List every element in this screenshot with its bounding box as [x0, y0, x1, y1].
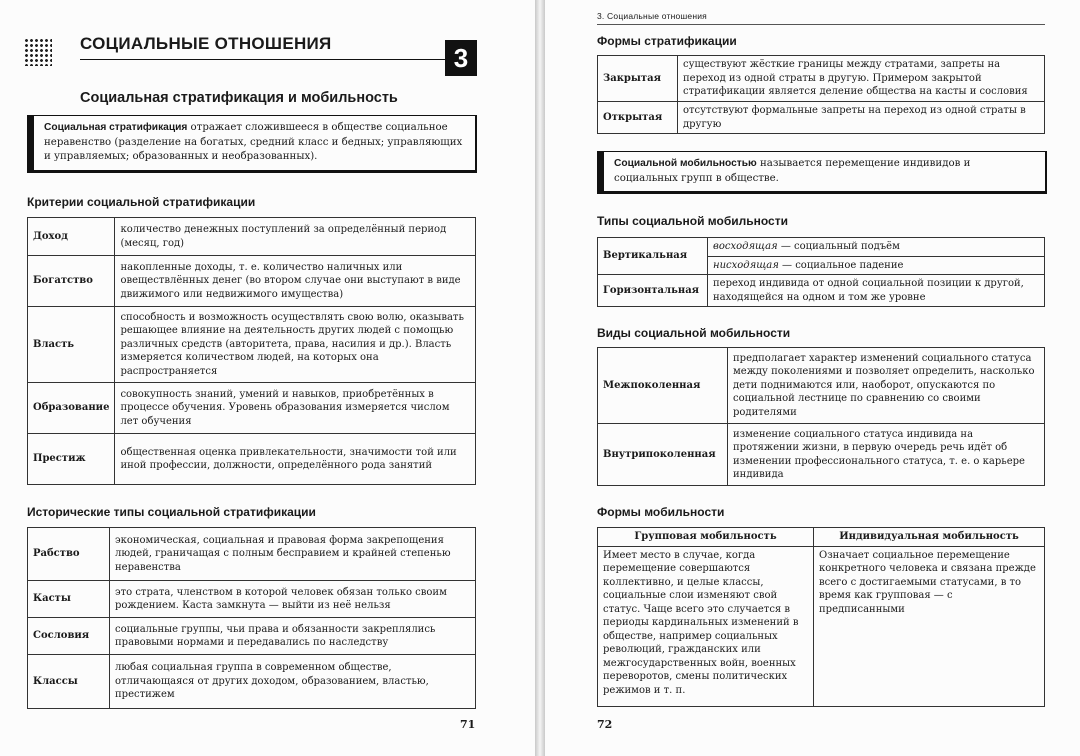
table-row: [28, 618, 476, 655]
stratification-definition-box: [27, 115, 477, 173]
row-text: социальные группы, чьи права и обязанности закреплялись правовыми нормами и передавались по наследству: [110, 618, 476, 655]
row-text: это страта, членством в которой человек обязан только своим рождением. Каста замкнута — выйти из неё нельзя: [110, 581, 476, 618]
row-text: общественная оценка привлекательности, значимости той или иной профессии, должности, определённого рода занятий: [115, 434, 476, 485]
forms-mob-heading: Формы мобильности: [597, 505, 725, 519]
table-row: [598, 348, 1045, 424]
kinds-heading: Виды социальной мобильности: [597, 326, 791, 340]
table-row: [598, 546, 1045, 706]
row-text: любая социальная группа в современном обществе, отличающаяся от других доходом, образованием, властью, престижем: [110, 655, 476, 709]
forms-strat-table: [597, 55, 1045, 134]
running-head-rule: [597, 24, 1045, 25]
row-text: предполагает характер изменений социального статуса между поколениями и позволяет определить, насколько дети поднимаются или, наоборот, опускаются по социальной лестнице по сравнению со своими родителями: [728, 348, 1045, 424]
row-label: Закрытая: [598, 56, 678, 102]
row-text: Означает социальное перемещение конкретного человека и связана прежде всего с достигаемыми статусами, в то время как групповая — с предписанными: [814, 546, 1045, 706]
row-label: Престиж: [28, 434, 115, 485]
row-text: совокупность знаний, умений и навыков, приобретённых в процессе обучения. Уровень образования измеряется числом лет обучения: [115, 383, 476, 434]
row-text: [708, 256, 1045, 275]
row-label: Богатство: [28, 256, 115, 307]
types-table: [597, 237, 1045, 307]
row-label: Внутрипоколенная: [598, 424, 728, 486]
book-gutter: [535, 0, 545, 756]
col-header: Индивидуальная мобильность: [814, 528, 1045, 547]
row-label: Вертикальная: [598, 238, 708, 275]
row-label: Сословия: [28, 618, 110, 655]
row-label: Образование: [28, 383, 115, 434]
types-heading: Типы социальной мобильности: [597, 214, 788, 228]
historical-table: [27, 527, 476, 709]
kinds-table: [597, 347, 1045, 486]
table-row: [598, 56, 1045, 102]
row-label: Власть: [28, 307, 115, 383]
row-text: экономическая, социальная и правовая форма закрепощения людей, граничащая с полным бесправием и крайней степенью неравенства: [110, 528, 476, 581]
definition-text: отражает сложившееся в обществе социальное неравенство (разделение на богатых, средний класс и бедных; управляющих и управляемых; образованных и необразованных).: [44, 122, 463, 162]
table-row: [598, 238, 1045, 257]
row-label: Классы: [28, 655, 110, 709]
table-row: [28, 655, 476, 709]
row-text: изменение социального статуса индивида на протяжении жизни, в первую очередь речь идёт об изменении профессионального статуса, т. е. о карьере индивида: [728, 424, 1045, 486]
section-title: Социальная стратификация и мобильность: [80, 90, 398, 106]
table-row: [28, 307, 476, 383]
table-row: [28, 581, 476, 618]
criteria-table: [27, 217, 476, 485]
up-term: восходящая: [713, 241, 778, 252]
row-text: способность и возможность осуществлять свою волю, оказывать решающее влияние на деятельность других людей с помощью различных средств (авторитета, права, насилия и др.). Власть измеряется количеством людей, на которых она распространяется: [115, 307, 476, 383]
row-text: переход индивида от одной социальной позиции к другой, находящейся на одном и том же уровне: [708, 275, 1045, 307]
row-text: количество денежных поступлений за определённый период (месяц, год): [115, 218, 476, 256]
row-text: отсутствуют формальные запреты на переход из одной страты в другую: [678, 102, 1045, 134]
row-label: Доход: [28, 218, 115, 256]
down-term: нисходящая: [713, 259, 779, 271]
col-header: Групповая мобильность: [598, 528, 814, 547]
forms-mob-table: [597, 527, 1045, 707]
left-page: [0, 0, 535, 756]
right-page: [545, 0, 1080, 756]
table-row: [28, 528, 476, 581]
row-label: Рабство: [28, 528, 110, 581]
row-text: существуют жёсткие границы между стратами, запреты на переход из одной страты в другую. Примером закрытой стратификации является деление общества на касты и сословия: [678, 56, 1045, 102]
table-row: [28, 383, 476, 434]
chapter-title: СОЦИАЛЬНЫЕ ОТНОШЕНИЯ: [80, 34, 332, 53]
chapter-number: 3: [445, 40, 477, 76]
row-text: [708, 238, 1045, 257]
forms-strat-heading: Формы стратификации: [597, 34, 737, 48]
table-row: [598, 275, 1045, 307]
table-header-row: [598, 528, 1045, 547]
page-number: 72: [597, 718, 613, 731]
definition-text: называется перемещение индивидов и социальных групп в обществе.: [614, 158, 971, 184]
table-row: [28, 434, 476, 485]
page-number: 71: [460, 718, 476, 731]
row-label: Горизонтальная: [598, 275, 708, 307]
chapter-dots-icon: [24, 38, 52, 66]
definition-term: Социальной мобильностью: [614, 158, 757, 169]
chapter-rule: [80, 59, 445, 60]
up-text: — социальный подъём: [777, 241, 900, 252]
running-head: 3. Социальные отношения: [597, 11, 707, 21]
table-row: [598, 424, 1045, 486]
definition-term: Социальная стратификация: [44, 122, 188, 133]
table-row: [28, 256, 476, 307]
row-text: накопленные доходы, т. е. количество наличных или овеществлённых денег (во втором случае они выступают в виде движимого или недвижимого имущества): [115, 256, 476, 307]
criteria-heading: Критерии социальной стратификации: [27, 195, 256, 209]
historical-heading: Исторические типы социальной стратификации: [27, 505, 316, 519]
down-text: — социальное падение: [778, 259, 904, 271]
table-row: [28, 218, 476, 256]
row-label: Открытая: [598, 102, 678, 134]
row-text: Имеет место в случае, когда перемещение совершаются коллективно, и целые классы, социальные слои изменяют свой статус. Чаще всего это случается в периоды кардинальных изменений в обществе, например социальных революций, гражданских или межгосударственных войн, военных переворотов, смены политических режимов и т. п.: [598, 546, 814, 706]
mobility-definition-box: [597, 151, 1047, 194]
row-label: Межпоколенная: [598, 348, 728, 424]
table-row: [598, 102, 1045, 134]
row-label: Касты: [28, 581, 110, 618]
